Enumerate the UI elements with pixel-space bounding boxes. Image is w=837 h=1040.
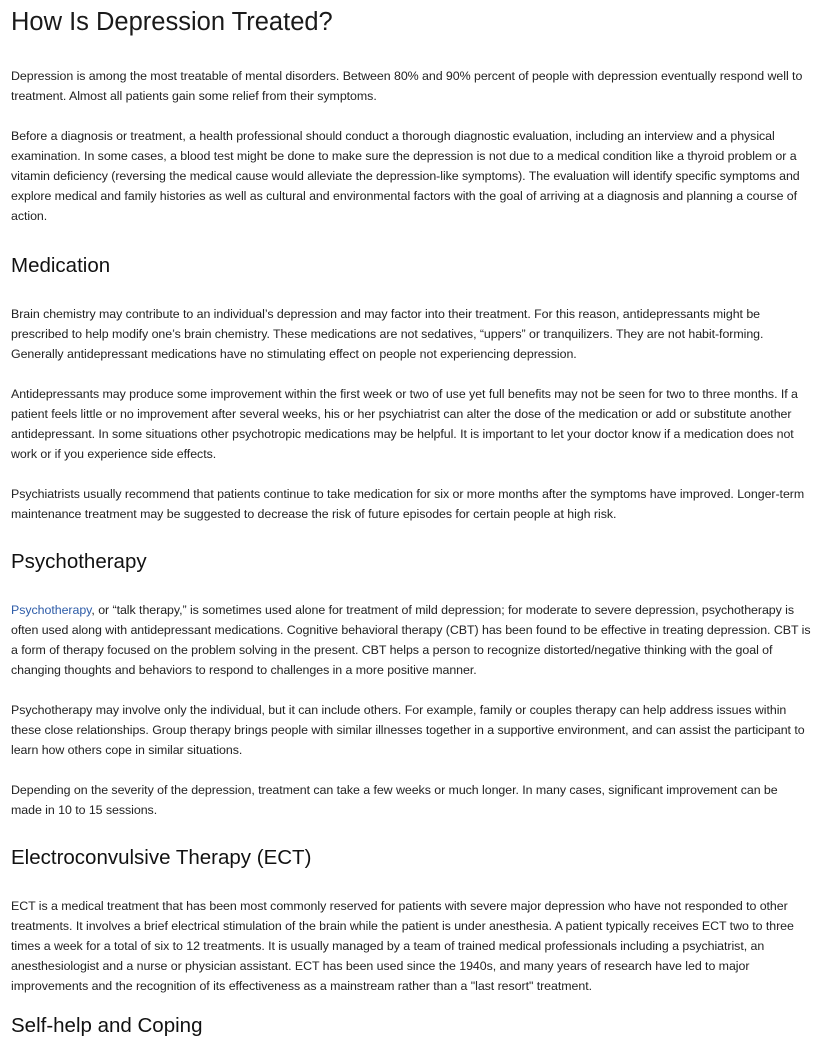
page-title: How Is Depression Treated? <box>11 8 333 36</box>
ect-paragraph-1: ECT is a medical treatment that has been most commonly reserved for patients with severe major depression who have not responded to other treatments. It involves a brief electrical stimulation of the brain while the patient is under anesthesia. A patient typically receives ECT two to three times a week for a total of six to 12 treatments. It is usually managed by a team of trained medical professionals including a psychiatrist, an anesthesiologist and a nurse or physician assistant. ECT has been used since the 1940s, and many years of research have led to major improvements and the recognition of its effectiveness as a mainstream rather than a "last resort" treatment. <box>11 899 794 993</box>
psychotherapy-paragraph-3: Depending on the severity of the depression, treatment can take a few weeks or much longer. In many cases, significant improvement can be made in 10 to 15 sessions. <box>11 783 778 817</box>
intro-paragraph-1: Depression is among the most treatable of mental disorders. Between 80% and 90% percent of people with depression eventually respond well to treatment. Almost all patients gain some relief from their symptoms. <box>11 69 803 103</box>
medication-heading: Medication <box>11 254 111 277</box>
article <box>11 0 811 996</box>
psychotherapy-paragraph-1 <box>11 600 811 680</box>
psychotherapy-paragraph-1-text: , or “talk therapy,” is sometimes used alone for treatment of mild depression; for moderate to severe depression, psychotherapy is often used along with antidepressant medications. Cognitive behavioral therapy (CBT) has been found to be effective in treating depression. CBT is a form of therapy focused on the problem solving in the present. CBT helps a person to recognize distorted/negative thinking with the goal of changing thoughts and behaviors to respond to challenges in a more positive manner. <box>11 603 811 677</box>
next-section-heading: Self-help and Coping <box>11 1014 203 1037</box>
psychotherapy-paragraph-2: Psychotherapy may involve only the individual, but it can include others. For example, family or couples therapy can help address issues within these close relationships. Group therapy brings people with similar illnesses together in a supportive environment, and can assist the participant to learn how others cope in similar situations. <box>11 703 805 757</box>
ect-heading: Electroconvulsive Therapy (ECT) <box>11 846 312 869</box>
psychotherapy-link[interactable]: Psychotherapy <box>11 603 92 617</box>
intro-paragraph-2: Before a diagnosis or treatment, a health professional should conduct a thorough diagnostic evaluation, including an interview and a physical examination. In some cases, a blood test might be done to make sure the depression is not due to a medical condition like a thyroid problem or a vitamin deficiency (reversing the medical cause would alleviate the depression-like symptoms). The evaluation will identify specific symptoms and explore medical and family histories as well as cultural and environmental factors with the goal of arriving at a diagnosis and planning a course of action. <box>11 129 800 223</box>
medication-paragraph-1: Brain chemistry may contribute to an individual’s depression and may factor into their treatment. For this reason, antidepressants might be prescribed to help modify one’s brain chemistry. These medications are not sedatives, “uppers” or tranquilizers. They are not habit-forming. Generally antidepressant medications have no stimulating effect on people not experiencing depression. <box>11 307 764 361</box>
psychotherapy-heading: Psychotherapy <box>11 550 147 573</box>
medication-paragraph-3: Psychiatrists usually recommend that patients continue to take medication for six or more months after the symptoms have improved. Longer-term maintenance treatment may be suggested to decrease the risk of future episodes for certain people at high risk. <box>11 487 805 521</box>
medication-paragraph-2: Antidepressants may produce some improvement within the first week or two of use yet full benefits may not be seen for two to three months. If a patient feels little or no improvement after several weeks, his or her psychiatrist can alter the dose of the medication or add or substitute another antidepressant. In some situations other psychotropic medications may be helpful. It is important to let your doctor know if a medication does not work or if you experience side effects. <box>11 387 798 461</box>
